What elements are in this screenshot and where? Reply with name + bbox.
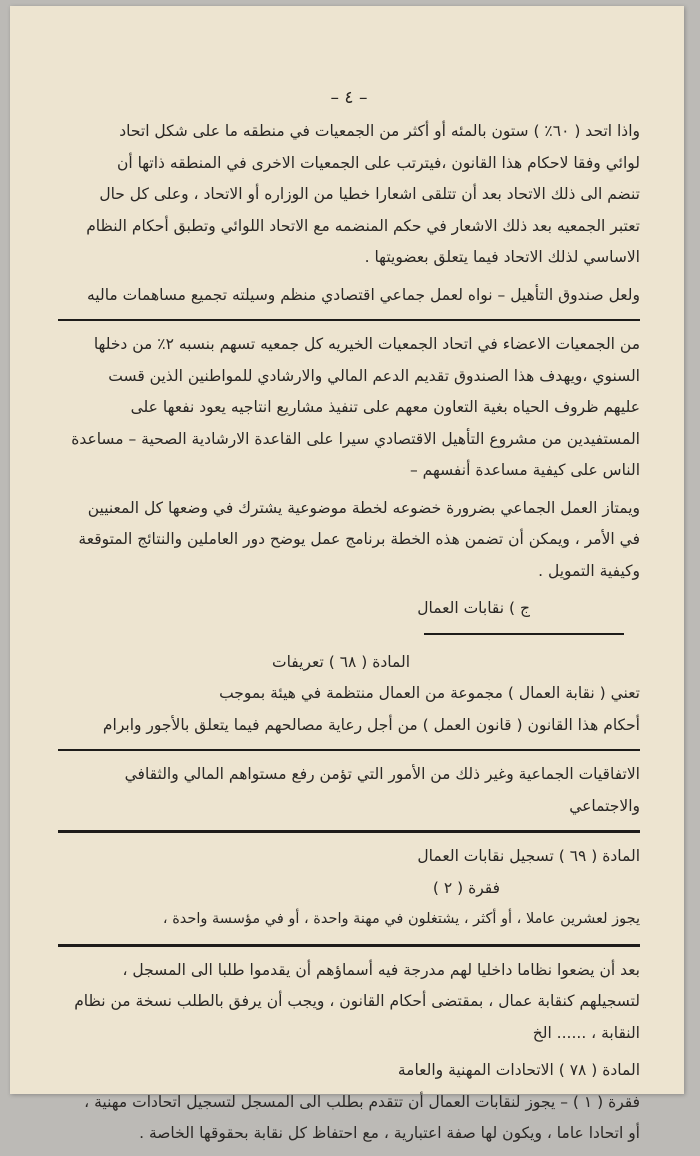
text-line: والاجتماعي — [569, 796, 640, 815]
text-line: بعد أن يضعوا نظاما داخليا لهم مدرجة فيه أسماؤهم أن يقدموا طلبا الى المسجل ، — [122, 960, 640, 979]
text-line: تعني ( نقابة العمال ) مجموعة من العمال منتظمة في هيئة بموجب — [219, 684, 640, 702]
paragraph-label: فقرة ( ٢ ) — [432, 878, 500, 897]
text-line: ويمتاز العمل الجماعي بضرورة خضوعه لخطة موضوعية يشترك في وضعها كل المعنيين — [87, 498, 640, 517]
text-line: المستفيدين من مشروع التأهيل الاقتصادي سيرا على القاعدة الارشادية الصحية – مساعدة — [71, 429, 640, 448]
text-line: الناس على كيفية مساعدة أنفسهم – — [409, 461, 640, 479]
text-line: لوائي وفقا لاحكام هذا القانون ،فيترتب على الجمعيات الاخرى في المنطقه ذاتها أن — [116, 153, 640, 172]
divider — [58, 944, 640, 947]
text-line: لتسجيلهم كنقابة عمال ، بمقتضى أحكام القانون ، ويجب أن يرفق بالطلب نسخة من نظام — [74, 992, 640, 1010]
article-heading: المادة ( ٦٨ ) تعريفات — [271, 652, 410, 671]
text-line: فقرة ( ١ ) – يجوز لنقابات العمال أن تتقدم بطلب الى المسجل لتسجيل اتحادات مهنية ، — [84, 1092, 640, 1111]
article-69 — [58, 841, 640, 936]
members-paragraph — [58, 329, 640, 487]
divider — [58, 749, 640, 751]
page-number: – ٤ – — [330, 88, 368, 108]
article-heading: المادة ( ٧٨ ) الاتحادات المهنية والعامة — [397, 1061, 640, 1079]
text-line: الاساسي لذلك الاتحاد فيما يتعلق بعضويتها . — [364, 248, 640, 266]
text-line: الاتفاقيات الجماعية وغير ذلك من الأمور التي تؤمن رفع مستواهم المالي والثقافي — [124, 765, 640, 783]
document-page — [10, 6, 684, 1142]
text-line: تعتبر الجمعيه بعد ذلك الاشعار في حكم المنضمه مع الاتحاد اللوائي وتطبق أحكام النظام — [86, 216, 640, 235]
internal-rules-paragraph — [58, 955, 640, 1050]
article-68 — [58, 647, 640, 742]
page-content — [58, 88, 640, 1156]
fund-line: ولعل صندوق التأهيل – نواه لعمل جماعي اقتصادي منظم وسيلته تجميع مساهمات ماليه — [87, 285, 640, 304]
article-78 — [58, 1055, 640, 1150]
agreements-paragraph — [58, 759, 640, 822]
text-line: يجوز لعشرين عاملا ، أو أكثر ، يشتغلون في مهنة واحدة ، أو في مؤسسة واحدة ، — [162, 911, 640, 927]
text-line: أو اتحادا عاما ، ويكون لها صفة اعتبارية ، مع احتفاظ كل نقابة بحقوقها الخاصة . — [139, 1124, 640, 1142]
text-line: النقابة ، ...... الخ — [532, 1023, 640, 1042]
text-line: في الأمر ، ويمكن أن تضمن هذه الخطة برنامج عمل يوضح دور العاملين والنتائج المتوقعة — [78, 530, 640, 548]
text-line: وكيفية التمويل . — [538, 561, 640, 580]
text-line: أحكام هذا القانون ( قانون العمل ) من أجل رعاية مصالحهم فيما يتعلق بالأجور وابرام — [102, 715, 640, 734]
section-heading: ج ) نقابات العمال — [417, 599, 530, 617]
text-line: السنوي ،ويهدف هذا الصندوق تقديم الدعم المالي والارشادي للمواطنين الذين قست — [108, 366, 640, 385]
divider — [424, 633, 624, 635]
text-line: واذا اتحد ( ٦٠٪ ) ستون بالمئه أو أكثر من الجمعيات في منطقه ما على شكل اتحاد — [119, 122, 640, 140]
collective-paragraph — [58, 493, 640, 588]
divider — [58, 830, 640, 833]
text-line: تنضم الى ذلك الاتحاد بعد أن تتلقى اشعارا خطيا من الوزاره أو الاتحاد ، وعلى كل حال — [99, 185, 640, 203]
divider — [58, 319, 640, 321]
text-line: عليهم ظروف الحياه بغية التعاون معهم على تنفيذ مشاريع انتاجيه يعود نفعها على — [130, 398, 640, 416]
text-line: من الجمعيات الاعضاء في اتحاد الجمعيات الخيريه كل جمعيه تسهم بنسبه ٢٪ من دخلها — [93, 335, 640, 353]
article-heading: المادة ( ٦٩ ) تسجيل نقابات العمال — [417, 847, 640, 865]
intro-paragraph — [58, 116, 640, 274]
